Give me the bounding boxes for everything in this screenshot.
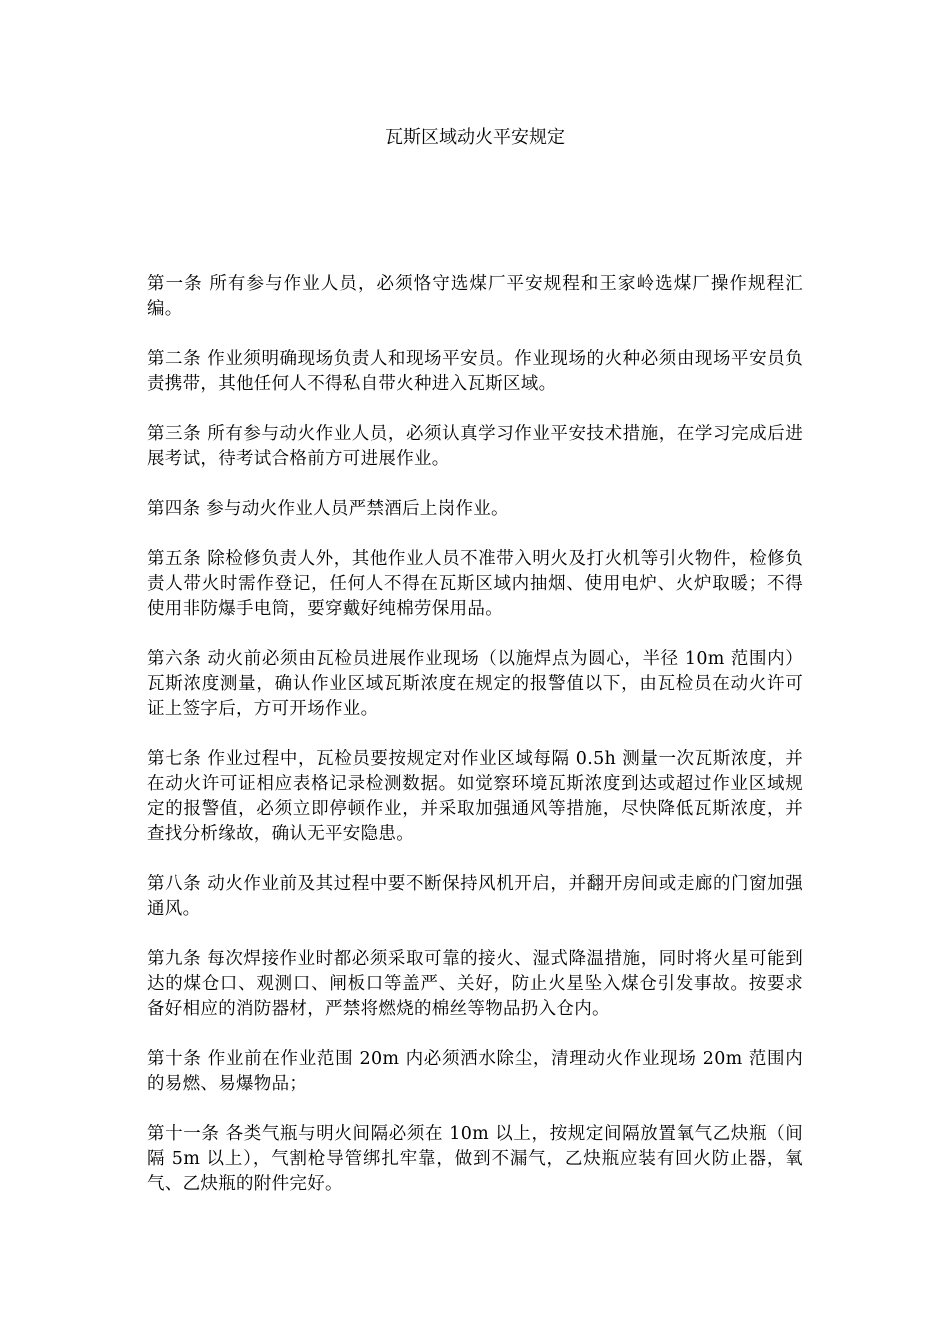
article-list <box>147 272 803 1222</box>
article-2: 第二条 作业须明确现场负责人和现场平安员。作业现场的火种必须由现场平安员负责携带，其他任何人不得私自带火种进入瓦斯区域。 <box>147 349 803 394</box>
article-10: 第十条 作业前在作业范围 20m 内必须洒水除尘，清理动火作业现场 20m 范围内的易燃、易爆物品； <box>147 1049 803 1094</box>
article-5: 第五条 除检修负责人外，其他作业人员不准带入明火及打火机等引火物件，检修负责人带火时需作登记，任何人不得在瓦斯区域内抽烟、使用电炉、火炉取暖；不得使用非防爆手电筒，要穿戴好纯棉劳保用品。 <box>147 549 803 619</box>
article-7: 第七条 作业过程中，瓦检员要按规定对作业区域每隔 0.5h 测量一次瓦斯浓度，并在动火许可证相应表格记录检测数据。如觉察环境瓦斯浓度到达或超过作业区域规定的报警值，必须立即停顿作业，并采取加强通风等措施，尽快降低瓦斯浓度，并查找分析缘故，确认无平安隐患。 <box>147 749 803 844</box>
article-11: 第十一条 各类气瓶与明火间隔必须在 10m 以上，按规定间隔放置氧气乙炔瓶（间隔 5m 以上），气割枪导管绑扎牢靠，做到不漏气，乙炔瓶应装有回火防止器，氧气、乙炔瓶的附件完好。 <box>147 1124 803 1194</box>
article-1: 第一条 所有参与作业人员，必须恪守选煤厂平安规程和王家岭选煤厂操作规程汇编。 <box>147 274 803 319</box>
article-4: 第四条 参与动火作业人员严禁酒后上岗作业。 <box>147 499 509 519</box>
article-6: 第六条 动火前必须由瓦检员进展作业现场（以施焊点为圆心，半径 10m 范围内）瓦斯浓度测量，确认作业区域瓦斯浓度在规定的报警值以下，由瓦检员在动火许可证上签字后，方可开场作业。 <box>147 649 803 719</box>
article-3: 第三条 所有参与动火作业人员，必须认真学习作业平安技术措施，在学习完成后进展考试，待考试合格前方可进展作业。 <box>147 424 803 469</box>
article-9: 第九条 每次焊接作业时都必须采取可靠的接火、湿式降温措施，同时将火星可能到达的煤仓口、观测口、闸板口等盖严、关好，防止火星坠入煤仓引发事故。按要求备好相应的消防器材，严禁将燃烧的棉丝等物品扔入仓内。 <box>147 949 803 1019</box>
document-title: 瓦斯区域动火平安规定 <box>385 127 565 148</box>
article-8: 第八条 动火作业前及其过程中要不断保持风机开启，并翻开房间或走廊的门窗加强通风。 <box>147 874 803 919</box>
